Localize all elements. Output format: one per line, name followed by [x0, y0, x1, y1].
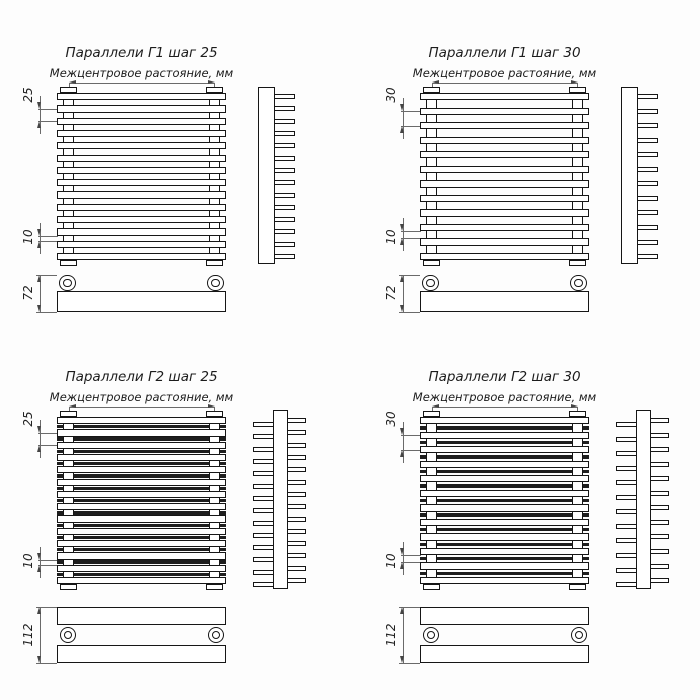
front-row-tube-end [649, 418, 669, 423]
collector-end-cap [569, 87, 586, 93]
dimension-arrow [400, 428, 404, 435]
extension-line [38, 236, 58, 237]
tube [57, 216, 226, 223]
front-row-tube-end [649, 520, 669, 525]
collector-bore [426, 279, 435, 288]
dimension-arrow [432, 404, 439, 408]
tube [57, 454, 226, 461]
tube [420, 533, 589, 540]
dimension-arrow [400, 238, 404, 245]
tube-end [636, 152, 658, 157]
rear-row-tube-end [253, 545, 275, 550]
tube-end [273, 229, 295, 234]
extension-line [38, 560, 58, 561]
tube [57, 528, 226, 535]
dimension-arrow [400, 275, 404, 282]
front-row-tube-end [649, 534, 669, 539]
collector-end-cap [206, 260, 223, 266]
tube [420, 151, 589, 158]
tube [57, 491, 226, 498]
extension-line [38, 433, 58, 434]
dimension-line [403, 218, 404, 251]
tube [420, 122, 589, 129]
collector-bore [211, 279, 220, 288]
dimension-line [69, 407, 215, 408]
front-row-tube-end [649, 505, 669, 510]
rear-row-tube-end [616, 553, 638, 558]
tube [57, 93, 226, 100]
collector-end-cap [423, 87, 440, 93]
dimension-arrow [400, 548, 404, 555]
rear-row-tube-end [616, 422, 638, 427]
side-collector [273, 410, 288, 589]
rear-tube [57, 474, 226, 477]
collector-bore [63, 279, 72, 288]
tube [57, 142, 226, 149]
rear-row-tube-end [616, 582, 638, 587]
extension-line [401, 111, 421, 112]
gap-dimension-label: 10 [384, 229, 398, 245]
panel-g2-step30 [363, 324, 700, 669]
front-row-tube-end [286, 455, 306, 460]
tube [57, 179, 226, 186]
panel-g1-step30 [363, 0, 700, 345]
rear-tube [57, 560, 226, 563]
dimension-arrow [400, 224, 404, 231]
rear-row-tube-end [253, 447, 275, 452]
front-row-tube-end [286, 430, 306, 435]
collector-end-cap [60, 87, 77, 93]
dimension-line [40, 223, 41, 254]
rear-tube [420, 499, 589, 502]
rear-row-tube-end [616, 538, 638, 543]
dimension-arrow [37, 553, 41, 560]
rear-row-tube-end [616, 437, 638, 442]
dimension-arrow [37, 607, 41, 614]
tube [57, 155, 226, 162]
front-row-tube-end [286, 553, 306, 558]
pitch-dimension-label: 25 [21, 411, 35, 427]
tube [57, 479, 226, 486]
extension-line [401, 231, 421, 232]
rear-tube [420, 470, 589, 473]
tube [420, 577, 589, 584]
right-collector [209, 411, 220, 590]
tube-end [636, 167, 658, 172]
rear-tube [57, 487, 226, 490]
dimension-arrow [37, 102, 41, 109]
rear-row-tube-end [253, 484, 275, 489]
tube-end [636, 225, 658, 230]
tube [57, 515, 226, 522]
tube-end [273, 106, 295, 111]
collector-end-cap [423, 260, 440, 266]
panel-g2-step25 [0, 324, 350, 669]
front-row-tube-end [286, 578, 306, 583]
collector-end-cap [423, 411, 440, 417]
tube [420, 548, 589, 555]
collector-end-cap [60, 260, 77, 266]
depth-dimension-label: 112 [384, 623, 398, 647]
tube [420, 166, 589, 173]
extension-line [401, 435, 421, 436]
front-row-tube-end [649, 578, 669, 583]
dimension-arrow [37, 656, 41, 663]
panel-g1-step25 [0, 0, 350, 345]
tube-end [636, 138, 658, 143]
rear-row-tube-end [616, 568, 638, 573]
extension-line [36, 312, 57, 313]
front-row-tube-end [286, 480, 306, 485]
rear-tube [57, 462, 226, 465]
dimension-arrow [37, 275, 41, 282]
front-row-tube-end [649, 491, 669, 496]
dimension-arrow [69, 80, 76, 84]
rear-row-tube-end [253, 471, 275, 476]
tube [420, 446, 589, 453]
rear-tube [420, 441, 589, 444]
extension-line [38, 109, 58, 110]
rear-tube [57, 499, 226, 502]
tube [57, 241, 226, 248]
rear-row-tube-end [253, 557, 275, 562]
tube [57, 253, 226, 260]
front-row-tube-end [649, 447, 669, 452]
dimension-arrow [37, 426, 41, 433]
front-row-tube-end [286, 467, 306, 472]
tube [420, 475, 589, 482]
tube [57, 429, 226, 436]
tube [57, 552, 226, 559]
rear-tube [57, 548, 226, 551]
rear-tube [420, 426, 589, 429]
side-collector [636, 410, 651, 589]
collector-end-cap [206, 87, 223, 93]
tube-row [420, 291, 589, 312]
depth-dimension-label: 112 [21, 623, 35, 647]
dimension-arrow [571, 404, 578, 408]
side-collector [258, 87, 275, 264]
side-collector [621, 87, 638, 264]
tube [420, 180, 589, 187]
rear-tube [57, 573, 226, 576]
dimension-arrow [400, 562, 404, 569]
rear-row-tube-end [616, 451, 638, 456]
rear-tube [420, 572, 589, 575]
dimension-arrow [400, 656, 404, 663]
depth-dimension-label: 72 [21, 285, 35, 301]
rear-tube-row [420, 645, 589, 663]
front-row-tube-end [286, 443, 306, 448]
tube-end [273, 131, 295, 136]
dimension-line [69, 83, 215, 84]
rear-row-tube-end [253, 422, 275, 427]
tube-row [57, 291, 226, 312]
dimension-arrow [37, 445, 41, 452]
dimension-arrow [571, 80, 578, 84]
front-row-tube-end [286, 541, 306, 546]
rear-tube [420, 528, 589, 531]
front-tube-row [420, 607, 589, 625]
front-row-tube-end [649, 462, 669, 467]
panel-title: Параллели Г1 шаг 25 [65, 45, 218, 61]
collector-end-cap [569, 411, 586, 417]
rear-tube [420, 455, 589, 458]
tube [57, 118, 226, 125]
tube [420, 417, 589, 424]
front-row-tube-end [286, 504, 306, 509]
tube [57, 228, 226, 235]
right-collector [209, 87, 220, 266]
dimension-line [432, 407, 578, 408]
rear-row-tube-end [616, 480, 638, 485]
rear-row-tube-end [616, 495, 638, 500]
tube [57, 204, 226, 211]
rear-row-tube-end [253, 533, 275, 538]
tube [420, 93, 589, 100]
collector-end-cap [206, 584, 223, 590]
tube-end [273, 168, 295, 173]
collector-end-cap [60, 411, 77, 417]
rear-tube-row [57, 645, 226, 663]
tube-end [273, 119, 295, 124]
pitch-dimension-label: 30 [384, 87, 398, 103]
front-row-tube-end [649, 433, 669, 438]
front-row-tube-end [286, 529, 306, 534]
gap-dimension-label: 10 [384, 553, 398, 569]
center-distance-label: Межцентровое растояние, мм [49, 66, 234, 80]
tube-end [273, 254, 295, 259]
dimension-arrow [37, 305, 41, 312]
front-row-tube-end [286, 418, 306, 423]
rear-tube [420, 484, 589, 487]
tube [420, 137, 589, 144]
tube [420, 562, 589, 569]
dimension-line [40, 547, 41, 578]
tube [420, 253, 589, 260]
tube-end [273, 143, 295, 148]
tube-end [273, 217, 295, 222]
rear-row-tube-end [253, 582, 275, 587]
tube-end [636, 94, 658, 99]
panel-title: Параллели Г2 шаг 25 [65, 369, 218, 385]
dimension-arrow [208, 80, 215, 84]
depth-dimension-label: 72 [384, 285, 398, 301]
dimension-arrow [400, 607, 404, 614]
dimension-arrow [400, 104, 404, 111]
tube [57, 503, 226, 510]
dimension-arrow [400, 305, 404, 312]
tube [57, 540, 226, 547]
dimension-arrow [37, 565, 41, 572]
collector-end-cap [60, 584, 77, 590]
front-row-tube-end [649, 564, 669, 569]
rear-tube [57, 437, 226, 440]
tube-end [636, 123, 658, 128]
tube-end [273, 193, 295, 198]
collector-end-cap [569, 584, 586, 590]
tube-end [273, 156, 295, 161]
rear-row-tube-end [253, 434, 275, 439]
front-tube-row [57, 607, 226, 625]
rear-tube [57, 511, 226, 514]
rear-row-tube-end [253, 521, 275, 526]
tube-end [273, 205, 295, 210]
extension-line [401, 555, 421, 556]
rear-row-tube-end [616, 466, 638, 471]
front-row-tube-end [286, 492, 306, 497]
rear-tube [420, 543, 589, 546]
tube [420, 504, 589, 511]
tube [420, 224, 589, 231]
tube [57, 466, 226, 473]
tube-end [636, 181, 658, 186]
dimension-line [40, 607, 41, 663]
rear-row-tube-end [253, 508, 275, 513]
gap-dimension-label: 10 [21, 229, 35, 245]
collector-end-cap [569, 260, 586, 266]
rear-tube [57, 536, 226, 539]
left-collector [63, 87, 74, 266]
tube [420, 461, 589, 468]
tube [420, 490, 589, 497]
gap-dimension-label: 10 [21, 553, 35, 569]
collector-bore [574, 279, 583, 288]
center-distance-label: Межцентровое растояние, мм [412, 66, 597, 80]
rear-row-tube-end [616, 524, 638, 529]
extension-line [399, 663, 420, 664]
tube-end [273, 94, 295, 99]
tube-end [636, 109, 658, 114]
rear-tube [420, 557, 589, 560]
rear-row-tube-end [253, 570, 275, 575]
rear-tube [57, 450, 226, 453]
center-distance-label: Межцентровое растояние, мм [49, 390, 234, 404]
tube [57, 105, 226, 112]
panel-title: Параллели Г1 шаг 30 [428, 45, 581, 61]
tube [57, 191, 226, 198]
tube [420, 108, 589, 115]
rear-row-tube-end [253, 459, 275, 464]
tube [57, 442, 226, 449]
collector-end-cap [206, 411, 223, 417]
front-view [420, 409, 589, 595]
dimension-arrow [432, 80, 439, 84]
dimension-arrow [37, 121, 41, 128]
tube [57, 565, 226, 572]
left-collector [63, 411, 74, 590]
rear-tube [57, 524, 226, 527]
tube [57, 167, 226, 174]
front-row-tube-end [286, 517, 306, 522]
dimension-line [432, 83, 578, 84]
center-distance-label: Межцентровое растояние, мм [412, 390, 597, 404]
rear-tube [57, 425, 226, 428]
tube [420, 519, 589, 526]
dimension-arrow [69, 404, 76, 408]
tube [420, 238, 589, 245]
tube [57, 130, 226, 137]
tube [420, 195, 589, 202]
collector-end-cap [423, 584, 440, 590]
rear-row-tube-end [616, 509, 638, 514]
tube-end [636, 240, 658, 245]
tube-end [636, 254, 658, 259]
panel-title: Параллели Г2 шаг 30 [428, 369, 581, 385]
front-row-tube-end [286, 566, 306, 571]
dimension-line [403, 607, 404, 663]
pitch-dimension-label: 25 [21, 87, 35, 103]
dimension-arrow [37, 229, 41, 236]
tube [57, 417, 226, 424]
tube-end [273, 180, 295, 185]
front-view [57, 409, 226, 595]
tube [57, 577, 226, 584]
rear-row-tube-end [253, 496, 275, 501]
dimension-line [403, 542, 404, 575]
dimension-arrow [400, 126, 404, 133]
pitch-dimension-label: 30 [384, 411, 398, 427]
extension-line [36, 663, 57, 664]
tube [420, 209, 589, 216]
front-row-tube-end [649, 476, 669, 481]
dimension-arrow [208, 404, 215, 408]
front-row-tube-end [649, 549, 669, 554]
tube-end [636, 210, 658, 215]
tube [420, 432, 589, 439]
tube-end [273, 242, 295, 247]
extension-line [399, 312, 420, 313]
dimension-arrow [400, 450, 404, 457]
dimension-arrow [37, 241, 41, 248]
tube-end [636, 196, 658, 201]
rear-tube [420, 513, 589, 516]
